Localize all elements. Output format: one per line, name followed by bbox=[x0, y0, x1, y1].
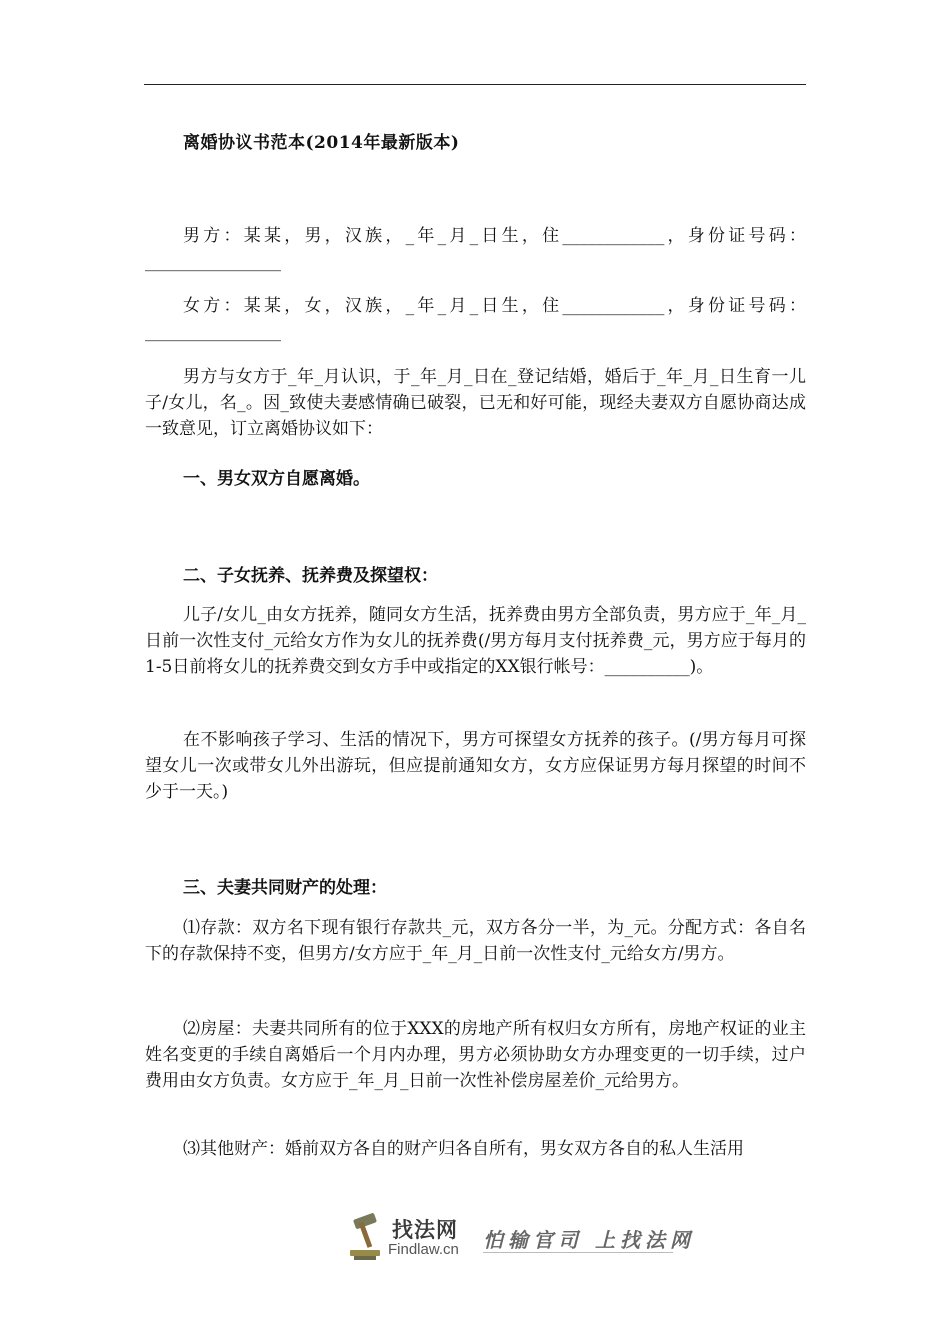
male-party-paragraph: 男方：某某，男，汉族，_年_月_日生，住____________，身份证号码：________________ bbox=[145, 226, 806, 272]
section2-paragraph-1: 儿子/女儿_由女方抚养，随同女方生活，抚养费由男方全部负责，男方应于_年_月_日前一次性支付_元给女方作为女儿的抚养费(/男方每月支付抚养费_元，男方应于每月的1-5日前将女儿的抚养费交到女方手中或指定的XX银行帐号：__________)。 bbox=[145, 605, 806, 677]
section3-paragraph-1: ⑴存款：双方名下现有银行存款共_元，双方各分一半，为_元。分配方式：各自名下的存款保持不变，但男方/女方应于_年_月_日前一次性支付_元给女方/男方。 bbox=[145, 918, 806, 964]
slogan-underline bbox=[483, 1252, 673, 1253]
footer-brand bbox=[348, 1210, 695, 1270]
female-party-paragraph: 女方：某某，女，汉族，_年_月_日生，住____________，身份证号码：________________ bbox=[145, 296, 806, 342]
section2-heading: 二、子女抚养、抚养费及探望权： bbox=[183, 566, 438, 586]
logo-text-cn: 找法网 bbox=[392, 1218, 458, 1242]
section1-heading: 一、男女双方自愿离婚。 bbox=[183, 469, 370, 489]
document-title: 离婚协议书范本(2014年最新版本) bbox=[183, 133, 460, 153]
section3-paragraph-3: ⑶其他财产：婚前双方各自的财产归各自所有，男女双方各自的私人生活用 bbox=[183, 1139, 744, 1159]
section3-heading: 三、夫妻共同财产的处理： bbox=[183, 878, 387, 898]
logo-text-en: Findlaw.cn bbox=[388, 1241, 459, 1258]
section3-paragraph-2: ⑵房屋：夫妻共同所有的位于XXX的房地产所有权归女方所有，房地产权证的业主姓名变更的手续自离婚后一个月内办理，男方必须协助女方办理变更的一切手续，过户费用由女方负责。女方应于_年_月_日前一次性补偿房屋差价_元给男方。 bbox=[145, 1019, 806, 1091]
section2-paragraph-2: 在不影响孩子学习、生活的情况下，男方可探望女方抚养的孩子。(/男方每月可探望女儿一次或带女儿外出游玩，但应提前通知女方，女方应保证男方每月探望的时间不少于一天。) bbox=[145, 730, 806, 802]
header-rule bbox=[144, 84, 806, 85]
gavel-icon bbox=[348, 1212, 388, 1262]
slogan-text: 怕输官司 上找法网 bbox=[483, 1228, 695, 1252]
intro-paragraph: 男方与女方于_年_月认识，于_年_月_日在_登记结婚，婚后于_年_月_日生育一儿子/女儿，名_。因_致使夫妻感情确已破裂，已无和好可能，现经夫妻双方自愿协商达成一致意见，订立离婚协议如下： bbox=[145, 367, 806, 439]
